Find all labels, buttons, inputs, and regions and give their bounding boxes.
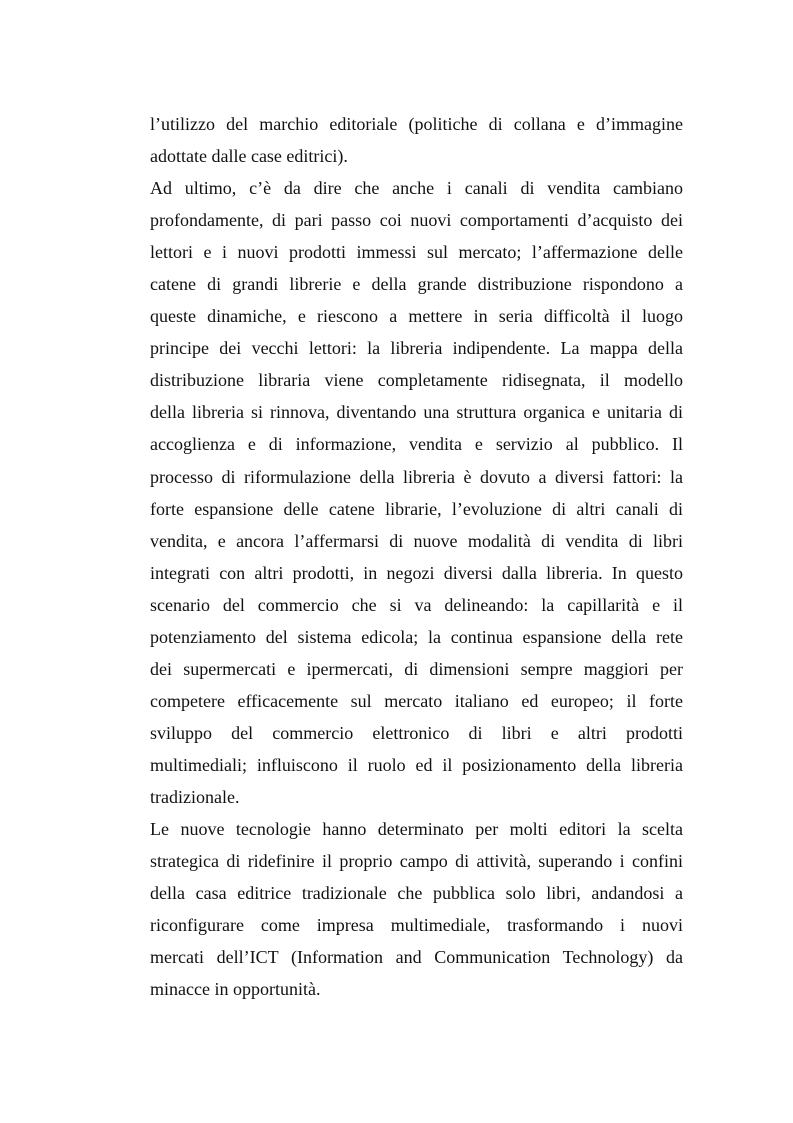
text-line: della libreria si rinnova, diventando una struttura organica e unitaria di	[150, 402, 683, 423]
text-line: della casa editrice tradizionale che pubblica solo libri, andandosi a	[150, 883, 683, 904]
text-line: scenario del commercio che si va delineando: la capillarità e il	[150, 594, 683, 615]
text-line: Le nuove tecnologie hanno determinato per molti editori la scelta	[150, 819, 683, 840]
text-line: lettori e i nuovi prodotti immessi sul mercato; l’affermazione delle	[150, 242, 683, 263]
text-line: mercati dell’ICT (Information and Communication Technology) da	[150, 947, 683, 968]
text-line: profondamente, di pari passo coi nuovi comportamenti d’acquisto dei	[150, 210, 683, 231]
text-line: potenziamento del sistema edicola; la continua espansione della rete	[150, 626, 683, 647]
text-line: strategica di ridefinire il proprio campo di attività, superando i confini	[150, 851, 683, 872]
text-line: adottate dalle case editrici).	[150, 146, 348, 167]
text-line: principe dei vecchi lettori: la libreria indipendente. La mappa della	[150, 338, 683, 359]
text-line: forte espansione delle catene librarie, l’evoluzione di altri canali di	[150, 498, 683, 519]
text-line: vendita, e ancora l’affermarsi di nuove modalità di vendita di libri	[150, 530, 683, 551]
text-line: accoglienza e di informazione, vendita e servizio al pubblico. Il	[150, 434, 683, 455]
text-line: riconfigurare come impresa multimediale, trasformando i nuovi	[150, 915, 683, 936]
text-line: Ad ultimo, c’è da dire che anche i canali di vendita cambiano	[150, 178, 683, 199]
text-line: minacce in opportunità.	[150, 979, 321, 1000]
text-line: integrati con altri prodotti, in negozi diversi dalla libreria. In questo	[150, 562, 683, 583]
text-line: processo di riformulazione della libreria è dovuto a diversi fattori: la	[150, 466, 683, 487]
text-line: multimediali; influiscono il ruolo ed il posizionamento della libreria	[150, 754, 683, 775]
text-line: dei supermercati e ipermercati, di dimensioni sempre maggiori per	[150, 658, 683, 679]
body-text	[150, 108, 683, 1005]
text-line: distribuzione libraria viene completamente ridisegnata, il modello	[150, 370, 683, 391]
text-line: catene di grandi librerie e della grande distribuzione rispondono a	[150, 274, 683, 295]
text-line: queste dinamiche, e riescono a mettere in seria difficoltà il luogo	[150, 306, 683, 327]
text-line: competere efficacemente sul mercato italiano ed europeo; il forte	[150, 690, 683, 711]
text-line: sviluppo del commercio elettronico di libri e altri prodotti	[150, 722, 683, 743]
text-line: l’utilizzo del marchio editoriale (politiche di collana e d’immagine	[150, 114, 683, 134]
text-line: tradizionale.	[150, 786, 240, 807]
